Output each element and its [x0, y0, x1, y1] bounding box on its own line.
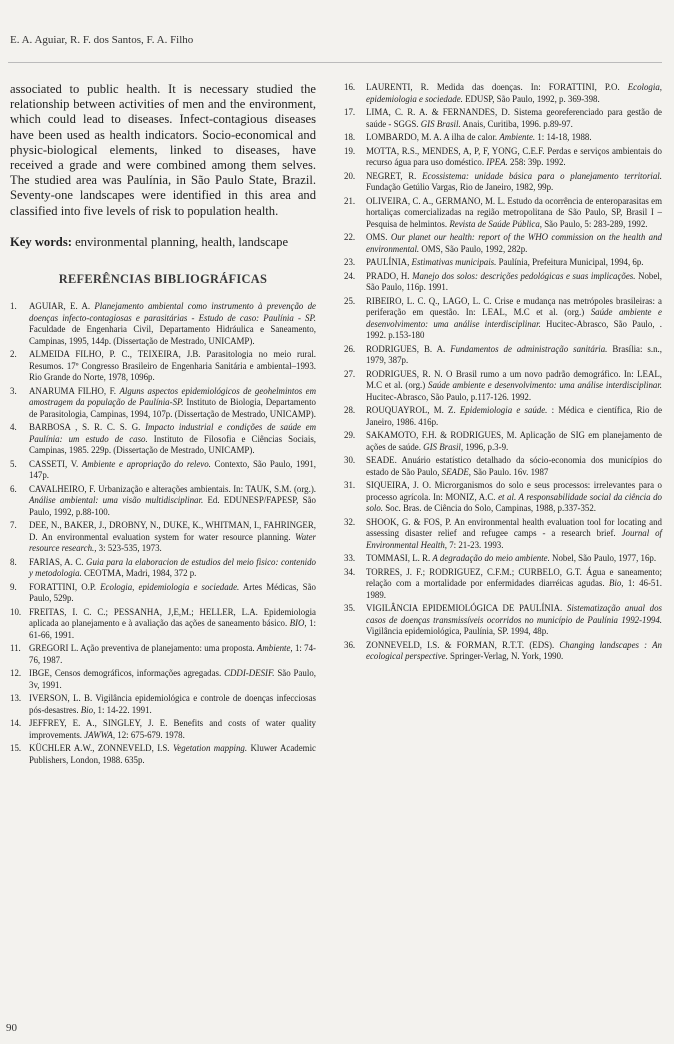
- reference-number: 21.: [344, 195, 356, 206]
- reference-segment: CAVALHEIRO, F. Urbanização e alterações ambientais. In: TAUK, S.M. (org.).: [29, 483, 316, 494]
- references-list-right: [344, 82, 662, 663]
- reference-text: [29, 582, 316, 605]
- reference-segment: Fundação Getúlio Vargas, Rio de Janeiro, 1982, 99p.: [366, 182, 554, 192]
- reference-segment: JEFFREY, E. A., SINGLEY, J. E. Benefits and costs of water quality improvements.: [29, 718, 316, 740]
- keywords-label: Key words:: [10, 234, 72, 249]
- reference-number: 23.: [344, 257, 356, 267]
- reference-segment: PAULÍNIA,: [366, 257, 412, 267]
- reference-title: Manejo dos solos: descrições pedológicas e suas implicações.: [412, 270, 636, 281]
- reference-number: 11.: [10, 643, 21, 654]
- reference-title: Fundamentos de administração sanitária.: [450, 343, 608, 354]
- reference-item: [10, 693, 316, 716]
- reference-title: Epidemiologia e saúde.: [459, 405, 548, 415]
- reference-segment: Faculdade de Engenharia Civil, Departamento Hidráulica e Saneamento, Campinas, 1995, 144p. (Dissertação de Mestrado, UNICAMP).: [29, 324, 316, 346]
- reference-title: Water resource research.,: [29, 531, 316, 554]
- reference-number: 9.: [10, 581, 17, 592]
- reference-title: CDDI-DESIF.: [224, 668, 275, 679]
- reference-number: 26.: [344, 343, 356, 354]
- reference-item: [344, 553, 662, 565]
- reference-title: Revista de Saúde Pública,: [449, 218, 542, 229]
- references-heading: REFERÊNCIAS BIBLIOGRÁFICAS: [58, 272, 268, 287]
- reference-segment: IBGE, Censos demográficos, informações agregadas.: [29, 668, 225, 679]
- reference-segment: ROUQUAYROL, M. Z.: [366, 405, 460, 415]
- reference-segment: 3: 523-535, 1973.: [96, 543, 162, 554]
- reference-item: [344, 480, 662, 515]
- reference-number: 13.: [10, 693, 22, 704]
- reference-text: [366, 480, 662, 515]
- reference-item: [10, 743, 316, 766]
- reference-item: [10, 718, 316, 741]
- reference-number: 3.: [10, 385, 17, 396]
- reference-item: [10, 422, 316, 457]
- reference-segment: OMS.: [366, 232, 391, 242]
- reference-segment: MOTTA, R.S., MENDES, A, P, F, YONG, C.E.F. Perdas e serviços ambientais do recurso água para uso doméstico.: [366, 145, 662, 167]
- reference-item: [344, 455, 662, 478]
- reference-segment: TOMMASI, L. R.: [366, 553, 433, 563]
- reference-number: 33.: [344, 553, 356, 563]
- reference-text: [366, 517, 662, 552]
- reference-title: Estimativas municipais.: [411, 257, 497, 267]
- reference-item: [344, 196, 662, 231]
- reference-item: [344, 257, 662, 269]
- reference-item: [344, 567, 662, 602]
- reference-segment: LIMA, C. R. A. & FERNANDES, D. Sistema georeferenciado para gestão de saúde - SGGS.: [366, 107, 662, 129]
- reference-segment: 1: 74-76, 1987.: [29, 643, 316, 665]
- reference-item: [344, 132, 662, 144]
- reference-title: Changing landscapes : An ecological perspective.: [366, 639, 662, 661]
- reference-segment: RODRIGUES, B. A.: [366, 343, 451, 354]
- reference-title: IPEA.: [486, 157, 508, 167]
- reference-text: [29, 557, 316, 580]
- reference-segment: 1: 14-22. 1991.: [95, 704, 152, 715]
- reference-text: [366, 553, 662, 565]
- reference-segment: ZONNEVELD, I.S. & FORMAN, R.T.T. (EDS).: [366, 639, 560, 650]
- reference-text: [29, 718, 316, 741]
- reference-number: 10.: [10, 606, 22, 617]
- reference-number: 29.: [344, 430, 356, 440]
- reference-text: [366, 296, 662, 342]
- reference-segment: AGUIAR, E. A.: [29, 301, 95, 312]
- reference-segment: KÜCHLER A.W., ZONNEVELD, I.S.: [29, 743, 173, 754]
- reference-segment: 1: 61-66, 1991.: [29, 618, 316, 640]
- reference-number: 34.: [344, 566, 356, 577]
- reference-segment: Vigilância epidemiológica, Paulínia, SP. 1994, 48p.: [366, 626, 549, 636]
- running-header-authors: E. A. Aguiar, R. F. dos Santos, F. A. Filho: [10, 34, 194, 46]
- reference-text: [366, 455, 662, 478]
- reference-segment: FREITAS, I. C. C.; PESSANHA, J,E,M.; HELLER, L.A. Epidemiologia aplicada ao planejamento e à avaliação das ações de saneamento básico.: [29, 606, 316, 629]
- reference-segment: OMS, São Paulo, 1992, 282p.: [419, 243, 528, 254]
- reference-title: Ambiente,: [256, 643, 293, 654]
- reference-number: 20.: [344, 170, 356, 181]
- reference-number: 6.: [10, 483, 17, 494]
- reference-title: Ambiente e apropriação do relevo.: [81, 458, 211, 469]
- reference-segment: 1996, p.3-9.: [463, 441, 509, 452]
- left-column: [10, 82, 316, 768]
- reference-text: [366, 132, 662, 144]
- reference-segment: RIBEIRO, L. C. Q., LAGO, L. C. Crise e mudança nas metrópoles brasileiras: a periferação em questão. In: LEAL, M.C et al. (org.): [366, 295, 662, 317]
- reference-number: 35.: [344, 603, 356, 613]
- reference-number: 16.: [344, 82, 356, 92]
- reference-segment: PRADO, H.: [366, 270, 413, 281]
- reference-number: 31.: [344, 480, 356, 490]
- reference-segment: VIGILÂNCIA EPIDEMIOLÓGICA DE PAULÍNIA.: [366, 603, 567, 613]
- reference-segment: 7: 21-23. 1993.: [447, 539, 504, 550]
- reference-item: [344, 344, 662, 367]
- reference-title: Alguns aspectos epidemiológicos de geohelmintos em amostragem da população de Paulínia-SP.: [29, 385, 316, 408]
- reference-text: [29, 643, 316, 666]
- reference-item: [344, 296, 662, 342]
- reference-segment: ALMEIDA FILHO, P. C., TEIXEIRA, J.B. Parasitologia no meio rural. Resumos. 17º Congresso Brasileiro de Engenharia Sanitária e ambiental–1993. Rio Grande do Norte, 1978, 1096p.: [29, 349, 316, 383]
- reference-title: Planejamento ambiental como instrumento à prevenção de doenças infecto-contagiosas e parasitárias - Estudo de caso: Paulínia - SP.: [29, 301, 316, 323]
- reference-segment: Instituto de Biologia, Departamento de Parasitologia, Campinas, 1994, 107p. (Dissertação de Mestrado, UNICAMP).: [29, 397, 316, 419]
- reference-text: [366, 271, 662, 294]
- reference-title: Ecologia, epidemiologia e sociedade.: [100, 581, 240, 592]
- reference-title: BIO,: [289, 618, 307, 629]
- reference-segment: : Médica e científica, Rio de Janeiro, 1986. 416p.: [366, 405, 663, 427]
- reference-segment: Brasília: s.n., 1979, 387p.: [366, 343, 662, 365]
- header-rule: [8, 62, 662, 63]
- reference-number: 7.: [10, 520, 17, 531]
- reference-number: 1.: [10, 301, 17, 312]
- reference-segment: CASSETI, V.: [29, 458, 82, 469]
- keywords-text: environmental planning, health, landscape: [71, 234, 289, 249]
- reference-item: [344, 517, 662, 552]
- reference-text: [366, 171, 662, 194]
- reference-text: [366, 603, 662, 638]
- reference-segment: São Paulo. 16v. 1987: [471, 466, 549, 477]
- reference-title: GIS Brasil.: [420, 118, 461, 129]
- reference-text: [366, 430, 662, 453]
- reference-text: [366, 82, 662, 105]
- reference-text: [29, 743, 316, 766]
- reference-segment: DEE, N., BAKER, J., DROBNY, N., DUKE, K., WHITMAN, I., FAHRINGER, D. An environmental evaluation system for water resource planning.: [29, 520, 316, 542]
- reference-number: 24.: [344, 270, 356, 281]
- reference-number: 12.: [10, 668, 22, 679]
- reference-segment: Paulínia, Prefeitura Municipal, 1994, 6p.: [496, 257, 644, 267]
- reference-segment: Artes Médicas, São Paulo, 529p.: [29, 581, 316, 604]
- reference-segment: Soc. Bras. de Ciência do Solo, Campinas, 1988, p.337-352.: [383, 503, 596, 513]
- reference-segment: GREGORI L. Ação preventiva de planejamento: uma proposta.: [29, 643, 257, 654]
- reference-text: [366, 257, 662, 269]
- reference-item: [344, 82, 662, 105]
- reference-text: [366, 146, 662, 169]
- reference-number: 15.: [10, 743, 22, 754]
- reference-item: [10, 582, 316, 605]
- reference-segment: Nobel, São Paulo, 1977, 16p.: [549, 553, 657, 563]
- reference-segment: Hucitec-Abrasco, São Paulo, . 1992. p.153-180: [366, 318, 662, 340]
- reference-item: [10, 557, 316, 580]
- reference-number: 22.: [344, 232, 356, 242]
- reference-title: Our planet our health: report of the WHO commission on the health and environmental.: [366, 232, 662, 254]
- reference-item: [10, 520, 316, 555]
- reference-title: Ambiente.: [499, 132, 536, 142]
- reference-text: [366, 107, 662, 130]
- reference-segment: RODRIGUES, R. N. O Brasil rumo a um novo padrão demográfico. In: LEAL, M.C et al. (org.): [366, 368, 662, 390]
- reference-text: [29, 520, 316, 555]
- reference-item: [10, 459, 316, 482]
- reference-text: [29, 386, 316, 421]
- reference-item: [10, 484, 316, 519]
- reference-item: [344, 171, 662, 194]
- reference-segment: Ed. EDUNESP/FAPESP, São Paulo, 1992, p.88-100.: [29, 495, 316, 517]
- reference-text: [366, 567, 662, 602]
- reference-number: 32.: [344, 516, 356, 527]
- reference-text: [29, 301, 316, 347]
- reference-title: Ecossistema: unidade básica para o planejamento territorial.: [422, 170, 662, 181]
- reference-segment: IVERSON, L. B. Vigilância epidemiológica e controle de doenças infecciosas pós-desastres.: [29, 693, 316, 715]
- reference-text: [29, 459, 316, 482]
- reference-title: Vegetation mapping.: [172, 743, 248, 754]
- reference-item: [344, 369, 662, 404]
- reference-text: [366, 640, 662, 663]
- reference-segment: SAKAMOTO, F.H. & RODRIGUES, M. Aplicação de SIG em planejamento de ações de saúde.: [366, 430, 662, 452]
- reference-segment: LOMBARDO, M. A. A ilha de calor.: [366, 132, 500, 142]
- reference-segment: SHOOK, G. & FOS, P. An environmental health evaluation tool for locating and assessing disaster relief and refugee camps - a research brief.: [366, 516, 662, 538]
- reference-text: [366, 405, 662, 428]
- reference-segment: Instituto de Filosofia e Ciências Sociais, Campinas, 1985. 229p. (Dissertação de Mestrado, UNICAMP).: [29, 433, 317, 456]
- reference-text: [29, 484, 316, 519]
- reference-title: Guia para la elaboracion de estudios del meio fisico: contenido y metodologia.: [29, 556, 316, 579]
- reference-title: Journal of Environmental Health,: [366, 528, 662, 550]
- reference-segment: Kluwer Academic Publishers, London, 1988. 635p.: [29, 743, 316, 765]
- reference-text: [366, 369, 662, 404]
- reference-number: 27.: [344, 368, 356, 379]
- reference-item: [10, 349, 316, 384]
- reference-title: GIS Brasil,: [423, 441, 464, 452]
- reference-text: [29, 607, 316, 642]
- reference-segment: Hucitec-Abrasco, São Paulo, p.117-126. 1992.: [366, 391, 532, 402]
- reference-segment: Anais, Curitiba, 1996. p.89-97.: [460, 118, 573, 129]
- reference-segment: SEADE. Anuário estatístico detalhado da sócio-economia dos municípios do estado de São Paulo,: [366, 455, 662, 477]
- reference-text: [29, 422, 316, 457]
- reference-segment: CEOTMA, Madri, 1984, 372 p.: [81, 568, 197, 579]
- reference-item: [344, 430, 662, 453]
- reference-number: 4.: [10, 422, 17, 433]
- reference-number: 14.: [10, 718, 22, 729]
- reference-segment: 258: 39p. 1992.: [507, 157, 566, 167]
- reference-text: [366, 196, 662, 231]
- reference-title: Análise ambiental: uma visão multidisciplinar.: [29, 495, 204, 506]
- reference-segment: 12: 675-679. 1978.: [115, 729, 185, 740]
- reference-segment: TORRES, J. F.; RODRIGUEZ, C.F.M.; CURBELO, G.T. Água e saneamento; relação com a mortalidade por enfermidades diarréicas agudas.: [366, 566, 662, 588]
- reference-segment: 1: 46-51. 1989.: [366, 578, 662, 600]
- reference-title: Bio,: [80, 704, 96, 715]
- reference-segment: NEGRET, R.: [366, 170, 423, 181]
- reference-item: [10, 386, 316, 421]
- reference-number: 19.: [344, 145, 356, 156]
- reference-text: [29, 693, 316, 716]
- reference-title: Saúde ambiente e desenvolvimento: uma análise interdisciplinar.: [366, 307, 662, 329]
- reference-title: Ecologia, epidemiologia e sociedade.: [366, 82, 662, 104]
- reference-segment: FARIAS, A. C.: [29, 556, 87, 567]
- reference-segment: SIQUEIRA, J. O. Microrganismos do solo e seus processos: irrelevantes para o processo agrícola. In: MONIZ, A.C.: [366, 480, 662, 502]
- right-column: [344, 82, 662, 665]
- reference-item: [10, 668, 316, 691]
- reference-number: 28.: [344, 405, 356, 415]
- reference-item: [344, 640, 662, 663]
- reference-segment: Springer-Verlag, N. York, 1990.: [447, 651, 564, 661]
- reference-segment: BARBOSA , S. R. C. S. G.: [29, 422, 146, 433]
- page-number: 90: [6, 1022, 17, 1034]
- reference-segment: São Paulo, 3v, 1991.: [29, 668, 316, 690]
- reference-title: Impacto industrial e condições de saúde em Paulínia: um estudo de caso.: [29, 422, 316, 444]
- reference-segment: São Paulo, 5: 283-289, 1992.: [542, 218, 648, 229]
- reference-text: [366, 344, 662, 367]
- reference-number: 30.: [344, 455, 356, 465]
- reference-number: 25.: [344, 295, 356, 306]
- reference-number: 18.: [344, 132, 356, 142]
- reference-segment: 1: 14-18, 1988.: [535, 132, 592, 142]
- reference-item: [10, 301, 316, 347]
- reference-item: [10, 607, 316, 642]
- reference-number: 8.: [10, 556, 17, 567]
- references-list-left: [10, 301, 316, 766]
- reference-item: [344, 107, 662, 130]
- reference-item: [344, 146, 662, 169]
- reference-item: [344, 405, 662, 428]
- reference-segment: Nobel, São Paulo, 116p. 1991.: [366, 270, 662, 292]
- reference-item: [344, 232, 662, 255]
- reference-number: 2.: [10, 349, 17, 360]
- reference-text: [366, 232, 662, 255]
- reference-number: 17.: [344, 107, 356, 117]
- reference-title: Sistematização anual dos casos de doenças transmissíveis ocorridos no município de Paulínia 1992-1994.: [366, 603, 662, 625]
- reference-segment: Contexto, São Paulo, 1991, 147p.: [29, 458, 316, 481]
- reference-title: SEADE,: [441, 466, 472, 477]
- abstract-text: associated to public health. It is necessary studied the relationship between activities of men and the environment, which could lead to diseases. Infect-contagious diseases have been used as health indicators. Socio-economical and physic-biological elements, linked to diseases, have received a grade and were combined among them selves. The studied area was Paulínia, in São Paulo State, Brazil. Seventy-one landscapes were identified in this area and classified into five levels of risk to population health.: [10, 82, 316, 218]
- reference-title: Bio,: [608, 578, 624, 588]
- reference-segment: EDUSP, São Paulo, 1992, p. 369-398.: [462, 93, 600, 104]
- reference-segment: LAURENTI, R. Medida das doenças. In: FORATTINI, P.O.: [366, 82, 628, 92]
- reference-title: A degradação do meio ambiente.: [432, 553, 550, 563]
- reference-segment: OLIVEIRA, C. A., GERMANO, M. L. Estudo da ocorrência de enteroparasitas em hortaliças comercializadas na região metropolitana de São Paulo, SP, Brasil I – Pesquisa de helmintos.: [366, 195, 662, 229]
- reference-number: 5.: [10, 458, 17, 469]
- reference-text: [29, 668, 316, 691]
- reference-item: [344, 603, 662, 638]
- reference-text: [29, 349, 316, 384]
- reference-title: JAWWA,: [84, 729, 116, 740]
- reference-number: 36.: [344, 639, 356, 650]
- reference-segment: ANARUMA FILHO, F.: [29, 385, 120, 396]
- reference-segment: FORATTINI, O.P.: [29, 581, 101, 592]
- keywords: [10, 235, 316, 250]
- reference-item: [344, 271, 662, 294]
- reference-title: Saúde ambiente e desenvolvimento: uma análise interdisciplinar.: [428, 380, 663, 390]
- reference-item: [10, 643, 316, 666]
- reference-title: et al. A responsabilidade social da ciência do solo.: [366, 491, 662, 513]
